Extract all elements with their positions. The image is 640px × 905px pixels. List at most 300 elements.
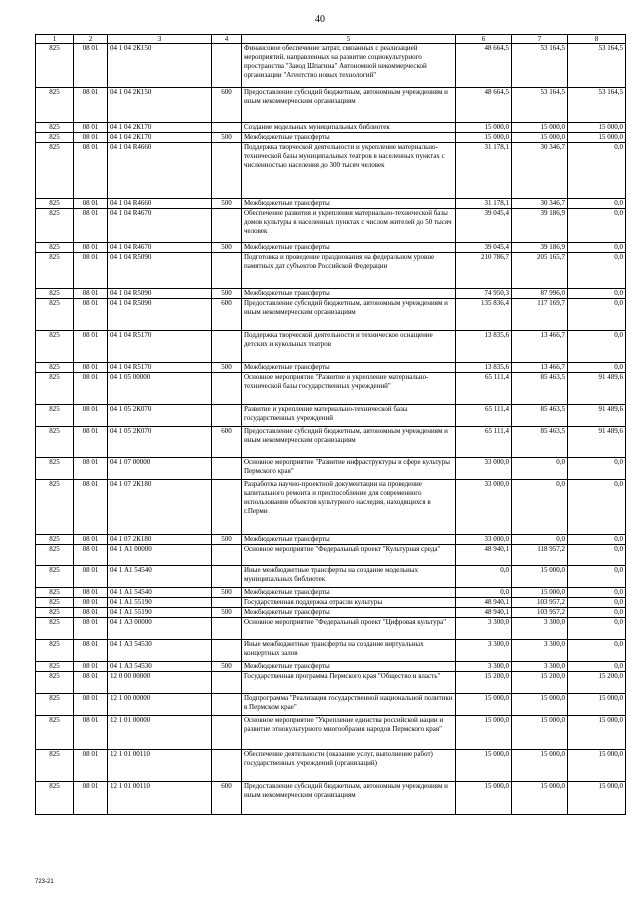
- cell-amount-year-2: 15 000,0: [512, 588, 568, 598]
- cell-target-article: 04 1 04 R4660: [108, 199, 212, 209]
- cell-amount-year-2: 15 000,0: [512, 782, 568, 815]
- table-header-row: [36, 35, 626, 44]
- cell-amount-year-2: 39 186,9: [512, 209, 568, 243]
- cell-expense-type: [212, 209, 242, 243]
- cell-target-article: 04 1 04 2К170: [108, 133, 212, 143]
- cell-expense-type: [212, 253, 242, 289]
- cell-department-code: 825: [36, 363, 74, 373]
- cell-description: Обеспечение деятельности (оказание услуг, выполнение работ) государственных учреждений (организаций): [242, 750, 456, 782]
- table-row: [36, 44, 626, 88]
- cell-amount-year-2: 103 957,2: [512, 598, 568, 608]
- cell-amount-year-1: 3 300,0: [456, 640, 512, 662]
- cell-amount-year-3: 0,0: [568, 199, 626, 209]
- cell-amount-year-1: 210 786,7: [456, 253, 512, 289]
- cell-expense-type: [212, 566, 242, 588]
- cell-section-code: 08 01: [74, 588, 108, 598]
- cell-section-code: 08 01: [74, 694, 108, 716]
- cell-target-article: 04 1 А1 00000: [108, 545, 212, 566]
- cell-amount-year-3: 0,0: [568, 243, 626, 253]
- cell-amount-year-3: 91 489,6: [568, 373, 626, 405]
- table-row: [36, 640, 626, 662]
- cell-expense-type: 600: [212, 88, 242, 123]
- cell-amount-year-3: 91 489,6: [568, 427, 626, 458]
- cell-target-article: 04 1 04 R5170: [108, 331, 212, 363]
- cell-amount-year-3: 0,0: [568, 209, 626, 243]
- cell-amount-year-3: 0,0: [568, 289, 626, 299]
- cell-expense-type: 600: [212, 782, 242, 815]
- cell-amount-year-1: 48 664,5: [456, 88, 512, 123]
- table-row: [36, 88, 626, 123]
- cell-target-article: 04 1 05 2К070: [108, 405, 212, 427]
- cell-amount-year-3: 0,0: [568, 331, 626, 363]
- cell-section-code: 08 01: [74, 44, 108, 88]
- cell-expense-type: [212, 480, 242, 535]
- cell-amount-year-2: 0,0: [512, 458, 568, 480]
- cell-amount-year-3: 91 489,6: [568, 405, 626, 427]
- cell-expense-type: [212, 143, 242, 199]
- cell-department-code: 825: [36, 535, 74, 545]
- table-row: [36, 199, 626, 209]
- cell-description: Государственная программа Пермского края "Общество и власть": [242, 672, 456, 694]
- header-col-5: 5: [242, 35, 456, 44]
- cell-expense-type: [212, 640, 242, 662]
- cell-description: Поддержка творческой деятельности и укрепление материально-технической базы муниципальных театров в населенных пунктах с численностью населения до 300 тысяч человек: [242, 143, 456, 199]
- cell-amount-year-3: 0,0: [568, 662, 626, 672]
- cell-description: Финансовое обеспечение затрат, связанных с реализацией мероприятий, направленных на развитие социокультурного пространства "Завод Шпагина" Автономной некоммерческой организации "Агентство новых технологий": [242, 44, 456, 88]
- table-row: [36, 588, 626, 598]
- table-row: [36, 672, 626, 694]
- cell-expense-type: 500: [212, 588, 242, 598]
- cell-amount-year-2: 15 000,0: [512, 694, 568, 716]
- cell-department-code: 825: [36, 299, 74, 331]
- cell-amount-year-1: 74 950,3: [456, 289, 512, 299]
- cell-department-code: 825: [36, 545, 74, 566]
- cell-description: Предоставление субсидий бюджетным, автономным учреждениям и иным некоммерческим организациям: [242, 88, 456, 123]
- cell-description: Межбюджетные трансферты: [242, 133, 456, 143]
- cell-amount-year-3: 15 000,0: [568, 716, 626, 750]
- cell-target-article: 04 1 04 R5090: [108, 289, 212, 299]
- cell-expense-type: 500: [212, 289, 242, 299]
- cell-description: Государственная поддержка отрасли культуры: [242, 598, 456, 608]
- cell-description: Предоставление субсидий бюджетным, автономным учреждениям и иным некоммерческим организациям: [242, 299, 456, 331]
- cell-description: Межбюджетные трансферты: [242, 588, 456, 598]
- cell-department-code: 825: [36, 694, 74, 716]
- cell-expense-type: [212, 750, 242, 782]
- cell-amount-year-1: 0,0: [456, 566, 512, 588]
- cell-amount-year-3: 15 200,0: [568, 672, 626, 694]
- table-row: [36, 427, 626, 458]
- cell-amount-year-1: 31 178,1: [456, 143, 512, 199]
- cell-amount-year-1: 15 000,0: [456, 782, 512, 815]
- cell-department-code: 825: [36, 427, 74, 458]
- cell-amount-year-2: 30 346,7: [512, 143, 568, 199]
- cell-department-code: 825: [36, 44, 74, 88]
- cell-expense-type: 500: [212, 535, 242, 545]
- cell-target-article: 04 1 А1 54540: [108, 588, 212, 598]
- cell-target-article: 04 1 А1 54540: [108, 566, 212, 588]
- cell-amount-year-3: 0,0: [568, 458, 626, 480]
- cell-section-code: 08 01: [74, 243, 108, 253]
- budget-table: [35, 34, 626, 815]
- cell-expense-type: [212, 405, 242, 427]
- cell-target-article: 04 1 04 R5090: [108, 253, 212, 289]
- cell-amount-year-1: 0,0: [456, 588, 512, 598]
- table-row: [36, 373, 626, 405]
- cell-description: Предоставление субсидий бюджетным, автономным учреждениям и иным некоммерческим организациям: [242, 782, 456, 815]
- cell-description: Основное мероприятие "Развитие инфраструктуры в сфере культуры Пермского края": [242, 458, 456, 480]
- cell-description: Межбюджетные трансферты: [242, 289, 456, 299]
- table-row: [36, 545, 626, 566]
- cell-amount-year-1: 15 000,0: [456, 133, 512, 143]
- cell-description: Основное мероприятие "Укрепление единства российской нации и развитие этнокультурного многообразия народов Пермского края": [242, 716, 456, 750]
- cell-amount-year-1: 33 000,0: [456, 535, 512, 545]
- cell-expense-type: 500: [212, 608, 242, 618]
- cell-amount-year-1: 13 835,6: [456, 363, 512, 373]
- cell-department-code: 825: [36, 373, 74, 405]
- cell-section-code: 08 01: [74, 716, 108, 750]
- cell-target-article: 12 1 01 00110: [108, 750, 212, 782]
- cell-amount-year-1: 48 940,1: [456, 545, 512, 566]
- cell-amount-year-3: 53 164,5: [568, 88, 626, 123]
- cell-expense-type: 600: [212, 299, 242, 331]
- cell-amount-year-2: 15 000,0: [512, 716, 568, 750]
- cell-expense-type: [212, 123, 242, 133]
- cell-department-code: 825: [36, 598, 74, 608]
- cell-section-code: 08 01: [74, 618, 108, 640]
- cell-description: Иные межбюджетные трансферты на создание модельных муниципальных библиотек: [242, 566, 456, 588]
- cell-amount-year-2: 103 957,2: [512, 608, 568, 618]
- cell-target-article: 04 1 04 2К150: [108, 88, 212, 123]
- cell-expense-type: 500: [212, 133, 242, 143]
- cell-department-code: 825: [36, 480, 74, 535]
- cell-target-article: 12 1 01 00000: [108, 716, 212, 750]
- cell-department-code: 825: [36, 405, 74, 427]
- table-row: [36, 566, 626, 588]
- cell-department-code: 825: [36, 662, 74, 672]
- cell-amount-year-2: 85 463,5: [512, 373, 568, 405]
- cell-section-code: 08 01: [74, 598, 108, 608]
- cell-section-code: 08 01: [74, 123, 108, 133]
- cell-amount-year-2: 13 466,7: [512, 331, 568, 363]
- cell-description: Основное мероприятие "Федеральный проект "Цифровая культура": [242, 618, 456, 640]
- cell-section-code: 08 01: [74, 405, 108, 427]
- cell-amount-year-1: 3 300,0: [456, 662, 512, 672]
- table-row: [36, 289, 626, 299]
- cell-description: Межбюджетные трансферты: [242, 243, 456, 253]
- cell-target-article: 04 1 07 2К180: [108, 480, 212, 535]
- cell-section-code: 08 01: [74, 143, 108, 199]
- table-row: [36, 209, 626, 243]
- cell-section-code: 08 01: [74, 427, 108, 458]
- table-row: [36, 133, 626, 143]
- cell-section-code: 08 01: [74, 480, 108, 535]
- table-row: [36, 662, 626, 672]
- cell-description: Межбюджетные трансферты: [242, 608, 456, 618]
- cell-amount-year-2: 118 957,2: [512, 545, 568, 566]
- cell-target-article: 04 1 07 2К180: [108, 535, 212, 545]
- cell-target-article: 04 1 04 2К170: [108, 123, 212, 133]
- cell-section-code: 08 01: [74, 133, 108, 143]
- cell-amount-year-1: 39 045,4: [456, 243, 512, 253]
- cell-amount-year-2: 13 466,7: [512, 363, 568, 373]
- cell-description: Основное мероприятие "Федеральный проект "Культурная среда": [242, 545, 456, 566]
- cell-amount-year-3: 0,0: [568, 535, 626, 545]
- cell-amount-year-2: 30 346,7: [512, 199, 568, 209]
- cell-target-article: 12 1 01 00110: [108, 782, 212, 815]
- cell-department-code: 825: [36, 243, 74, 253]
- cell-amount-year-1: 15 000,0: [456, 123, 512, 133]
- cell-target-article: 04 1 04 R4660: [108, 143, 212, 199]
- cell-amount-year-1: 48 940,1: [456, 608, 512, 618]
- cell-department-code: 825: [36, 289, 74, 299]
- cell-amount-year-1: 15 000,0: [456, 716, 512, 750]
- table-row: [36, 716, 626, 750]
- cell-amount-year-2: 85 463,5: [512, 427, 568, 458]
- cell-department-code: 825: [36, 588, 74, 598]
- cell-amount-year-1: 65 111,4: [456, 427, 512, 458]
- cell-section-code: 08 01: [74, 662, 108, 672]
- cell-amount-year-3: 0,0: [568, 566, 626, 588]
- cell-amount-year-1: 135 836,4: [456, 299, 512, 331]
- cell-amount-year-1: 48 664,5: [456, 44, 512, 88]
- header-col-2: 2: [74, 35, 108, 44]
- cell-department-code: 825: [36, 209, 74, 243]
- cell-section-code: 08 01: [74, 640, 108, 662]
- cell-amount-year-1: 15 000,0: [456, 694, 512, 716]
- page-number: 40: [315, 14, 325, 25]
- cell-section-code: 08 01: [74, 545, 108, 566]
- cell-target-article: 04 1 А3 00000: [108, 618, 212, 640]
- cell-target-article: 04 1 04 R5090: [108, 299, 212, 331]
- cell-amount-year-1: 39 045,4: [456, 209, 512, 243]
- table-row: [36, 363, 626, 373]
- cell-target-article: 04 1 А1 55190: [108, 608, 212, 618]
- cell-target-article: 04 1 А1 55190: [108, 598, 212, 608]
- cell-department-code: 825: [36, 672, 74, 694]
- table-row: [36, 598, 626, 608]
- cell-amount-year-2: 0,0: [512, 535, 568, 545]
- cell-amount-year-1: 15 000,0: [456, 750, 512, 782]
- table-row: [36, 480, 626, 535]
- cell-section-code: 08 01: [74, 299, 108, 331]
- cell-amount-year-1: 48 940,1: [456, 598, 512, 608]
- cell-description: Основное мероприятие "Развитие и укрепление материально-технической базы государственных учреждений": [242, 373, 456, 405]
- cell-expense-type: [212, 672, 242, 694]
- cell-amount-year-3: 15 000,0: [568, 694, 626, 716]
- footer-code: 723-21: [35, 879, 54, 885]
- cell-department-code: 825: [36, 331, 74, 363]
- table-row: [36, 694, 626, 716]
- cell-description: Поддержка творческой деятельности и техническое оснащение детских и кукольных театров: [242, 331, 456, 363]
- cell-amount-year-2: 15 000,0: [512, 133, 568, 143]
- cell-target-article: 04 1 07 00000: [108, 458, 212, 480]
- cell-department-code: 825: [36, 143, 74, 199]
- cell-description: Предоставление субсидий бюджетным, автономным учреждениям и иным некоммерческим организациям: [242, 427, 456, 458]
- cell-amount-year-2: 15 200,0: [512, 672, 568, 694]
- cell-amount-year-2: 39 186,9: [512, 243, 568, 253]
- cell-target-article: 04 1 04 R4670: [108, 243, 212, 253]
- header-col-4: 4: [212, 35, 242, 44]
- cell-department-code: 825: [36, 123, 74, 133]
- cell-section-code: 08 01: [74, 253, 108, 289]
- cell-section-code: 08 01: [74, 373, 108, 405]
- cell-expense-type: [212, 694, 242, 716]
- cell-section-code: 08 01: [74, 199, 108, 209]
- cell-section-code: 08 01: [74, 331, 108, 363]
- cell-section-code: 08 01: [74, 535, 108, 545]
- cell-amount-year-1: 13 835,6: [456, 331, 512, 363]
- cell-description: Межбюджетные трансферты: [242, 363, 456, 373]
- cell-amount-year-3: 0,0: [568, 545, 626, 566]
- table-body: [36, 44, 626, 815]
- cell-amount-year-2: 53 164,5: [512, 88, 568, 123]
- cell-amount-year-3: 0,0: [568, 598, 626, 608]
- cell-description: Создание модельных муниципальных библиотек: [242, 123, 456, 133]
- cell-section-code: 08 01: [74, 750, 108, 782]
- cell-amount-year-3: 53 164,5: [568, 44, 626, 88]
- cell-expense-type: [212, 331, 242, 363]
- cell-amount-year-3: 0,0: [568, 363, 626, 373]
- cell-target-article: 12 1 00 00000: [108, 694, 212, 716]
- cell-section-code: 08 01: [74, 209, 108, 243]
- cell-amount-year-3: 0,0: [568, 588, 626, 598]
- cell-target-article: 04 1 05 00000: [108, 373, 212, 405]
- cell-amount-year-3: 15 000,0: [568, 123, 626, 133]
- cell-target-article: 04 1 04 2К150: [108, 44, 212, 88]
- cell-amount-year-2: 3 300,0: [512, 640, 568, 662]
- cell-target-article: 04 1 04 R5170: [108, 363, 212, 373]
- cell-description: Иные межбюджетные трансферты на создание виртуальных концертных залов: [242, 640, 456, 662]
- cell-amount-year-1: 65 111,4: [456, 373, 512, 405]
- header-col-7: 7: [512, 35, 568, 44]
- header-col-8: 8: [568, 35, 626, 44]
- cell-department-code: 825: [36, 608, 74, 618]
- cell-section-code: 08 01: [74, 289, 108, 299]
- table-row: [36, 143, 626, 199]
- cell-section-code: 08 01: [74, 458, 108, 480]
- cell-section-code: 08 01: [74, 88, 108, 123]
- cell-expense-type: 500: [212, 243, 242, 253]
- cell-amount-year-1: 3 300,0: [456, 618, 512, 640]
- cell-section-code: 08 01: [74, 672, 108, 694]
- cell-expense-type: [212, 373, 242, 405]
- cell-amount-year-2: 0,0: [512, 480, 568, 535]
- cell-description: Подготовка и проведение празднования на федеральном уровне памятных дат субъектов Российской Федерации: [242, 253, 456, 289]
- table-row: [36, 608, 626, 618]
- cell-department-code: 825: [36, 458, 74, 480]
- cell-amount-year-2: 15 000,0: [512, 750, 568, 782]
- cell-department-code: 825: [36, 716, 74, 750]
- cell-department-code: 825: [36, 618, 74, 640]
- cell-section-code: 08 01: [74, 363, 108, 373]
- cell-section-code: 08 01: [74, 608, 108, 618]
- cell-expense-type: [212, 598, 242, 608]
- cell-amount-year-2: 85 463,5: [512, 405, 568, 427]
- cell-amount-year-1: 31 178,1: [456, 199, 512, 209]
- table-row: [36, 405, 626, 427]
- table-row: [36, 618, 626, 640]
- cell-amount-year-2: 87 996,0: [512, 289, 568, 299]
- cell-expense-type: 500: [212, 363, 242, 373]
- cell-description: Подпрограмма "Реализация государственной национальной политики в Пермском крае": [242, 694, 456, 716]
- cell-amount-year-1: 33 000,0: [456, 458, 512, 480]
- table-row: [36, 299, 626, 331]
- table-row: [36, 750, 626, 782]
- cell-amount-year-1: 33 000,0: [456, 480, 512, 535]
- cell-amount-year-2: 15 000,0: [512, 123, 568, 133]
- cell-description: Межбюджетные трансферты: [242, 535, 456, 545]
- cell-description: Развитие и укрепление материально-технической базы государственных учреждений: [242, 405, 456, 427]
- cell-amount-year-2: 3 300,0: [512, 618, 568, 640]
- cell-department-code: 825: [36, 133, 74, 143]
- cell-target-article: 12 0 00 00000: [108, 672, 212, 694]
- cell-amount-year-3: 0,0: [568, 299, 626, 331]
- table-row: [36, 123, 626, 133]
- cell-expense-type: 500: [212, 662, 242, 672]
- cell-target-article: 04 1 05 2К070: [108, 427, 212, 458]
- header-col-1: 1: [36, 35, 74, 44]
- cell-section-code: 08 01: [74, 782, 108, 815]
- cell-amount-year-3: 0,0: [568, 608, 626, 618]
- cell-expense-type: [212, 545, 242, 566]
- cell-expense-type: [212, 458, 242, 480]
- cell-amount-year-3: 15 000,0: [568, 782, 626, 815]
- cell-amount-year-2: 117 169,7: [512, 299, 568, 331]
- cell-department-code: 825: [36, 566, 74, 588]
- cell-description: Межбюджетные трансферты: [242, 662, 456, 672]
- cell-amount-year-1: 65 111,4: [456, 405, 512, 427]
- cell-description: Межбюджетные трансферты: [242, 199, 456, 209]
- cell-department-code: 825: [36, 253, 74, 289]
- cell-expense-type: 500: [212, 199, 242, 209]
- cell-amount-year-1: 15 200,0: [456, 672, 512, 694]
- cell-amount-year-3: 0,0: [568, 253, 626, 289]
- cell-section-code: 08 01: [74, 566, 108, 588]
- cell-expense-type: [212, 716, 242, 750]
- cell-target-article: 04 1 А3 54530: [108, 640, 212, 662]
- cell-department-code: 825: [36, 782, 74, 815]
- cell-department-code: 825: [36, 750, 74, 782]
- table-row: [36, 253, 626, 289]
- cell-target-article: 04 1 04 R4670: [108, 209, 212, 243]
- table-row: [36, 782, 626, 815]
- cell-target-article: 04 1 А3 54530: [108, 662, 212, 672]
- header-col-3: 3: [108, 35, 212, 44]
- cell-description: Разработка научно-проектной документации на проведение капитального ремонта и приспособление для современного использования объектов культурного наследия, находящихся в г.Перми: [242, 480, 456, 535]
- cell-expense-type: [212, 44, 242, 88]
- cell-description: Обеспечение развития и укрепления материально-технической базы домов культуры в населенных пунктах с числом жителей до 50 тысяч человек: [242, 209, 456, 243]
- table-row: [36, 331, 626, 363]
- cell-amount-year-3: 0,0: [568, 143, 626, 199]
- table-row: [36, 458, 626, 480]
- cell-expense-type: [212, 618, 242, 640]
- cell-amount-year-2: 3 300,0: [512, 662, 568, 672]
- table-row: [36, 535, 626, 545]
- header-col-6: 6: [456, 35, 512, 44]
- cell-expense-type: 600: [212, 427, 242, 458]
- cell-department-code: 825: [36, 640, 74, 662]
- cell-amount-year-2: 205 165,7: [512, 253, 568, 289]
- cell-amount-year-2: 15 000,0: [512, 566, 568, 588]
- cell-amount-year-3: 0,0: [568, 640, 626, 662]
- cell-amount-year-2: 53 164,5: [512, 44, 568, 88]
- cell-amount-year-3: 15 000,0: [568, 133, 626, 143]
- cell-department-code: 825: [36, 88, 74, 123]
- cell-amount-year-3: 0,0: [568, 618, 626, 640]
- cell-amount-year-3: 15 000,0: [568, 750, 626, 782]
- cell-amount-year-3: 0,0: [568, 480, 626, 535]
- table-row: [36, 243, 626, 253]
